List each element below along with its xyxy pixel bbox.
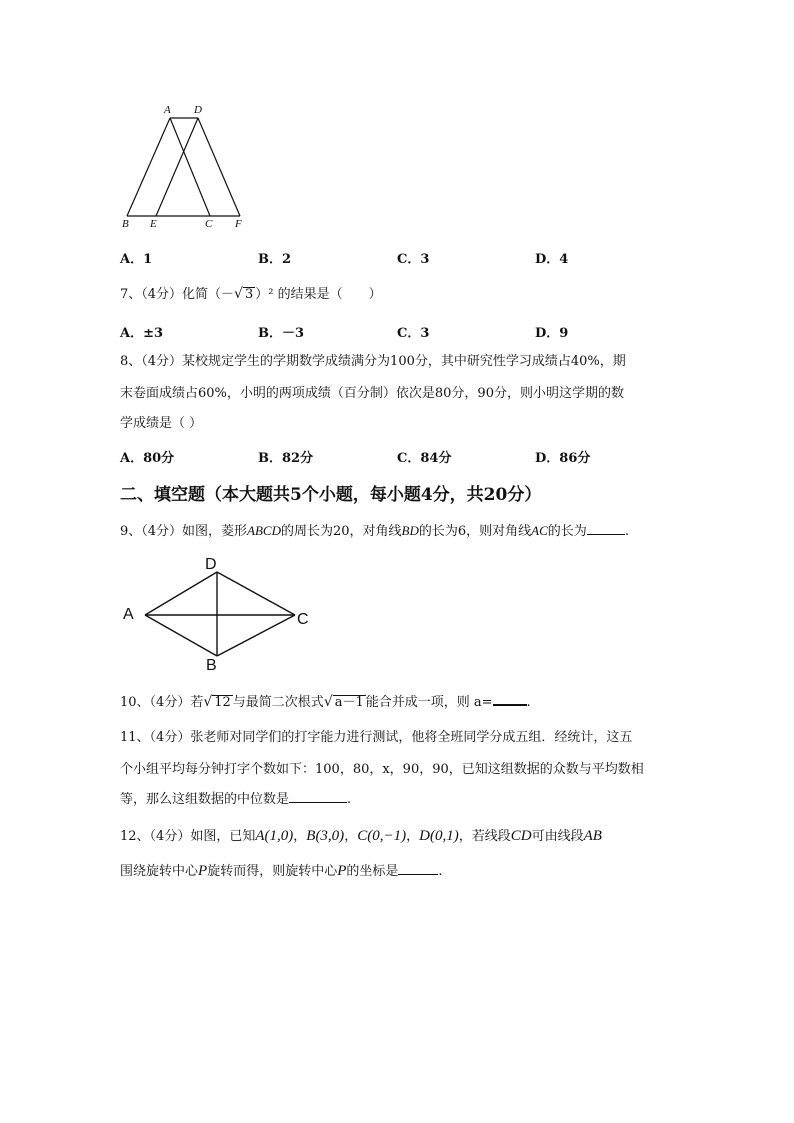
q12-point-a: A (255, 828, 265, 844)
label-E: E (150, 218, 157, 230)
q7-option-d[interactable]: D．9 (535, 326, 569, 341)
q12-point-a-coords: (1,0) (264, 828, 294, 844)
q8-option-b[interactable]: B．82分 (258, 451, 314, 466)
q9-var-ac: AC (531, 523, 548, 538)
q10-radicand-2: a－1 (334, 695, 364, 710)
q9-text-1: 9、（4分）如图，菱形 (120, 524, 248, 539)
q9-text-3: 的长为6，则对角线 (418, 524, 532, 539)
q7-text: 7、（4分）化简（－ (120, 287, 235, 302)
q8-option-d[interactable]: D．86分 (535, 451, 591, 466)
q6-option-d[interactable]: D．4 (535, 252, 569, 267)
label-A: A (164, 104, 171, 116)
q10-radicand-1: 12 (214, 695, 231, 710)
q12-text-6: 的坐标是 (346, 864, 399, 879)
question-12-line-2 (120, 861, 443, 882)
q10-text-3: 能合并成一项，则 a= (365, 695, 493, 710)
q7-option-b[interactable]: B．－3 (258, 326, 305, 341)
q7-tail: ）² 的结果是（ ） (255, 287, 382, 302)
q9-answer-blank[interactable] (587, 522, 625, 535)
q6-option-b[interactable]: B．2 (258, 252, 292, 267)
q10-text-1: 10、（4分）若 (120, 695, 204, 710)
q12-center-p: P (198, 863, 208, 879)
q7-option-a[interactable]: A．±3 (120, 326, 164, 341)
q12-text-5: 旋转而得，则旋转中心 (207, 864, 338, 879)
q6-option-a[interactable]: A．1 (120, 252, 153, 267)
q9-end: . (624, 524, 629, 539)
label-C: C (205, 218, 213, 230)
question-11-line-3 (120, 790, 351, 810)
q9-text-2: 的周长为20，对角线 (281, 524, 402, 539)
q11-line-2: 个小组平均每分钟打字个数如下：100，80，x，90，90，已知这组数据的众数与平均数相 (120, 762, 644, 777)
q12-center-p-2: P (337, 863, 347, 879)
q6-option-c[interactable]: C．3 (397, 252, 430, 267)
q8-option-a[interactable]: A．80分 (120, 451, 175, 466)
q12-end: . (438, 864, 443, 879)
q12-point-d-coords: (0,1) (429, 828, 459, 844)
q10-text-2: 与最简二次根式 (232, 695, 324, 710)
q12-answer-blank[interactable] (398, 862, 438, 875)
label-F: F (235, 218, 242, 230)
q9-var-abcd: ABCD (247, 523, 281, 538)
rhombus-label-D: D (205, 556, 217, 573)
q11-text-3: 等，那么这组数据的中位数是 (120, 792, 290, 807)
q8-line-2: 末卷面成绩占60%，小明的两项成绩（百分制）依次是80分，90分，则小明这学期的数 (120, 386, 624, 401)
q9-var-bd: BD (401, 523, 419, 538)
q12-point-c-coords: (0,−1) (367, 828, 407, 844)
q9-text-4: 的长为 (547, 524, 587, 539)
rhombus-label-A: A (123, 606, 134, 623)
q10-answer-blank[interactable] (493, 692, 527, 706)
q12-point-d: D (419, 828, 430, 844)
q12-text-3: 可由线段 (531, 829, 584, 844)
q12-text-2: ，若线段 (458, 829, 511, 844)
question-7: 7、（4分）化简（－√ 3 ）² 的结果是（ ） (120, 286, 382, 302)
rhombus-label-C: C (297, 611, 309, 628)
q8-line-1: 8、（4分）某校规定学生的学期数学成绩满分为100分，其中研究性学习成绩占40%，期 (120, 354, 626, 369)
q11-answer-blank[interactable] (289, 790, 347, 803)
rhombus-label-B: B (206, 657, 217, 674)
rhombus-figure (140, 568, 305, 668)
question-10: 10、（4分）若√ 12 与最简二次根式√ a－1 能合并成一项，则 a= . (120, 694, 531, 710)
q8-option-c[interactable]: C．84分 (397, 451, 452, 466)
q11-end: . (347, 792, 352, 807)
q7-option-c[interactable]: C．3 (397, 326, 430, 341)
q8-line-3: 学成绩是（ ） (120, 416, 203, 431)
q12-text-4: 围绕旋转中心 (120, 864, 199, 879)
section-2-title: 二、填空题（本大题共5个小题，每小题4分，共20分） (120, 485, 542, 505)
q12-point-c: C (357, 828, 368, 844)
q12-point-b: B (306, 828, 316, 844)
question-9 (120, 521, 629, 542)
q12-text-1: 12、（4分）如图，已知 (120, 829, 256, 844)
q12-segment-cd: CD (510, 828, 532, 844)
label-D: D (194, 104, 202, 116)
q10-end: . (526, 695, 531, 710)
question-12-line-1: 12、（4分）如图，已知A(1,0)，B(3,0)，C(0,−1)，D(0,1)，若线段CD可由线段AB (120, 828, 602, 844)
q11-line-1: 11、（4分）张老师对同学们的打字能力进行测试，他将全班同学分成五组．经统计，这五 (120, 730, 633, 745)
q12-segment-ab: AB (583, 828, 602, 844)
q7-radicand: 3 (244, 287, 254, 302)
label-B: B (122, 218, 129, 230)
q12-point-b-coords: (3,0) (315, 828, 345, 844)
